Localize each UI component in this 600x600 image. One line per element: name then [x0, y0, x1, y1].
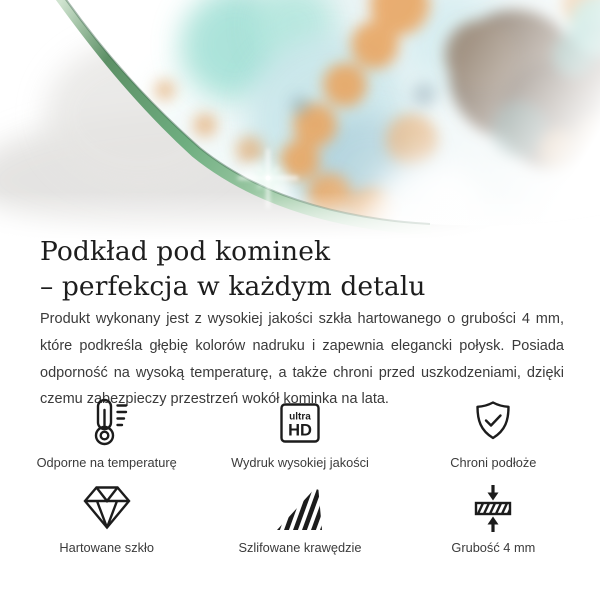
feature-polished-edges	[203, 482, 396, 555]
feature-print-quality	[203, 397, 396, 470]
diamond-icon	[81, 482, 133, 534]
product-image	[0, 0, 600, 240]
feature-tempered-glass	[10, 482, 203, 555]
shield-check-icon	[467, 397, 519, 449]
feature-protection	[397, 397, 590, 470]
polished-edges-icon	[274, 482, 326, 534]
glass-disc-artwork	[0, 0, 600, 240]
hero-bottom-fade	[0, 185, 600, 240]
feature-thickness	[397, 482, 590, 555]
page-title-line2: – perfekcja w każdym detalu	[40, 271, 426, 302]
feature-label: Chroni podłoże	[450, 455, 537, 470]
thickness-icon	[467, 482, 519, 534]
feature-label: Wydruk wysokiej jakości	[231, 455, 369, 470]
ultra-hd-badge-top: ultra	[289, 411, 311, 423]
page-title	[40, 234, 580, 304]
ultra-hd-icon	[274, 397, 326, 449]
page-title-line1: Podkład pod kominek	[40, 236, 331, 267]
ultra-hd-badge-bottom: HD	[288, 421, 312, 440]
feature-label: Szlifowane krawędzie	[238, 540, 362, 555]
feature-label: Odporne na temperaturę	[36, 455, 177, 470]
feature-label: Grubość 4 mm	[451, 540, 536, 555]
product-description: Produkt wykonany jest z wysokiej jakości szkła hartowanego o grubości 4 mm, które podkreśla głębię kolorów nadruku i zapewnia elegancki połysk. Posiada odporność na wysoką temperaturę, a także chroni przed uszkodzeniami, dzięki czemu zabezpieczy przestrzeń wokół kominka na lata.	[40, 311, 564, 408]
thermometer-icon	[81, 397, 133, 449]
feature-label: Hartowane szkło	[59, 540, 154, 555]
feature-temperature	[10, 397, 203, 470]
features-grid	[10, 397, 590, 555]
